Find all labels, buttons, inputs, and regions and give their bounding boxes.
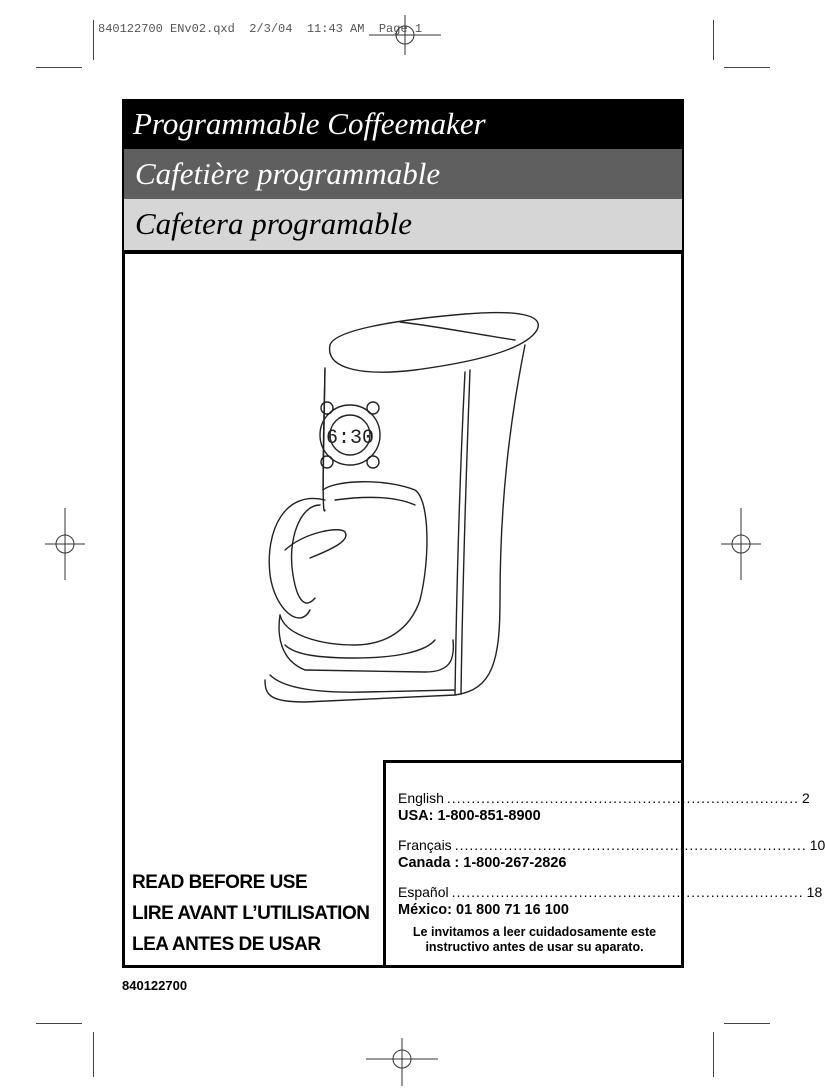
toc-page: 18 — [806, 884, 823, 900]
crop-mark — [724, 1023, 770, 1024]
crop-mark — [713, 20, 714, 60]
clock-display — [326, 427, 374, 450]
crop-mark — [36, 67, 82, 68]
read-before-use-en: READ BEFORE USE — [132, 872, 308, 893]
toc-page: 2 — [801, 790, 810, 806]
toc-leader: ........................................................................ — [446, 790, 799, 806]
toc-row-french — [398, 837, 825, 854]
spanish-note: Le invitamos a leer cuidadosamente este instructivo antes de usar su aparato. — [412, 925, 657, 954]
svg-text:6:30: 6:30 — [325, 427, 375, 450]
title-english: Programmable Coffeemaker — [122, 99, 684, 149]
toc-phone-canada: Canada : 1-800-267-2826 — [398, 855, 567, 871]
model-number: 840122700 — [122, 978, 188, 993]
toc-row-spanish — [398, 884, 823, 901]
toc-phone-mexico: México: 01 800 71 16 100 — [398, 902, 569, 918]
registration-mark-icon — [369, 15, 441, 55]
print-slug-line: 840122700 ENv02.qxd 2/3/04 11:43 AM Page 1 — [98, 22, 423, 36]
registration-mark-icon — [366, 1038, 438, 1086]
toc-leader: ........................................................................ — [454, 837, 807, 853]
crop-mark — [93, 1032, 94, 1077]
toc-language: Español — [398, 884, 449, 900]
table-of-contents — [383, 760, 825, 968]
read-before-use-block — [132, 867, 369, 960]
crop-mark — [93, 20, 94, 60]
toc-language: Français — [398, 837, 452, 853]
toc-phone-usa: USA: 1-800-851-8900 — [398, 808, 541, 824]
toc-language: English — [398, 790, 444, 806]
registration-mark-icon — [45, 508, 85, 580]
coffeemaker-illustration — [225, 300, 545, 710]
crop-mark — [724, 67, 770, 68]
toc-row-english — [398, 790, 810, 807]
toc-page: 10 — [809, 837, 825, 853]
title-french: Cafetière programmable — [122, 149, 684, 199]
read-before-use-es: LEA ANTES DE USAR — [132, 934, 321, 955]
read-before-use-fr: LIRE AVANT L’UTILISATION — [132, 903, 370, 924]
title-spanish: Cafetera programable — [122, 199, 684, 252]
toc-leader: ........................................................................ — [451, 884, 804, 900]
registration-mark-icon — [721, 508, 761, 580]
crop-mark — [36, 1023, 82, 1024]
crop-mark — [713, 1032, 714, 1077]
